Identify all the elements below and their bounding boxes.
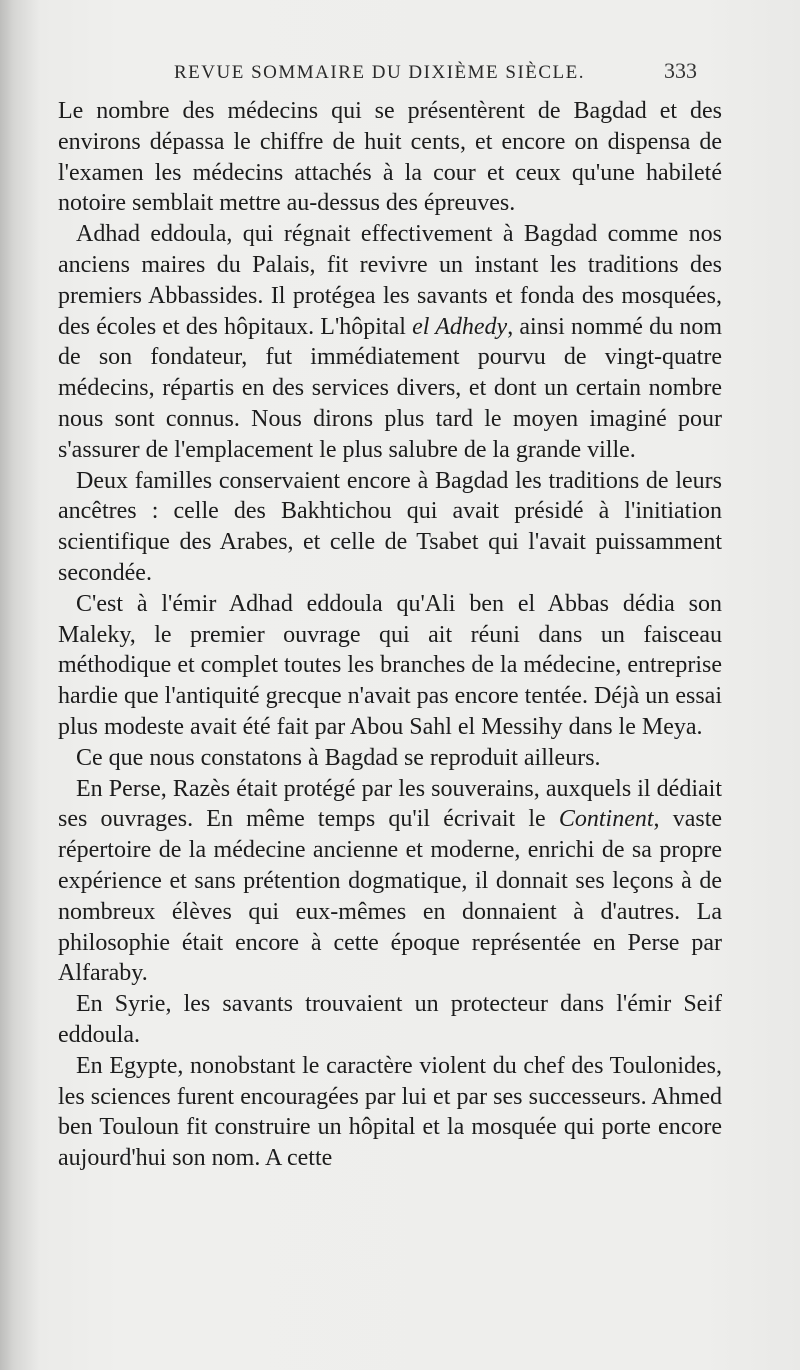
paragraph: Adhad eddoula, qui régnait effectivement à Bagdad comme nos anciens maires du Palais, fit revivre un instant les traditions des premiers Abbassides. Il protégea les savants et fonda des mosquées, des écoles et des hôpitaux. L'hôpital el Adhedy, ainsi nommé du nom de son fondateur, fut immédiatement pourvu de vingt-quatre médecins, répartis en des services divers, et dont un certain nombre nous sont connus. Nous dirons plus tard le moyen imaginé pour s'assurer de l'emplacement le plus salubre de la grande ville. [58,221,723,463]
body-text [58,96,722,1174]
italic-term: Continent [558,806,654,833]
running-head: REVUE SOMMAIRE DU DIXIÈME SIÈCLE. [174,62,586,83]
paragraph: En Perse, Razès était protégé par les souverains, auxquels il dédiait ses ouvrages. En même temps qu'il écrivait le Continent, vaste répertoire de la médecine ancienne et moderne, enrichi de sa propre expérience et sans prétention dogmatique, il donnait ses leçons à de nombreux élèves qui eux-mêmes en donnaient à d'autres. La philosophie était encore à cette époque représentée en Perse par Alfaraby. [58,775,723,987]
paragraph: C'est à l'émir Adhad eddoula qu'Ali ben el Abbas dédia son Maleky, le premier ouvrage qui ait réuni dans un faisceau méthodique et complet toutes les branches de la médecine, entreprise hardie que l'antiquité grecque n'avait pas encore tentée. Déjà un essai plus modeste avait été fait par Abou Sahl el Messihy dans le Meya. [58,590,722,740]
paragraph: Deux familles conservaient encore à Bagdad les traditions de leurs ancêtres : celle des Bakhtichou qui avait présidé à l'initiation scientifique des Arabes, et celle de Tsabet qui l'avait puissamment secondée. [58,467,722,586]
italic-term: el Adhedy [412,313,508,340]
page-number: 333 [664,58,697,83]
paragraph: En Egypte, nonobstant le caractère violent du chef des Toulonides, les sciences furent encouragées par lui et par ses successeurs. Ahmed ben Touloun fit construire un hôpital et la mosquée qui porte encore aujourd'hui son nom. A cette [58,1052,722,1172]
paragraph: En Syrie, les savants trouvaient un protecteur dans l'émir Seif eddoula. [58,991,722,1048]
paragraph: Le nombre des médecins qui se présentèrent de Bagdad et des environs dépassa le chiffre de huit cents, et encore on dispensa de l'examen les médecins attachés à la cour et ceux qu'une habileté notoire semblait mettre au-dessus des épreuves. [58,98,722,217]
paragraph: Ce que nous constatons à Bagdad se reproduit ailleurs. [76,744,601,771]
page-header [0,56,800,96]
